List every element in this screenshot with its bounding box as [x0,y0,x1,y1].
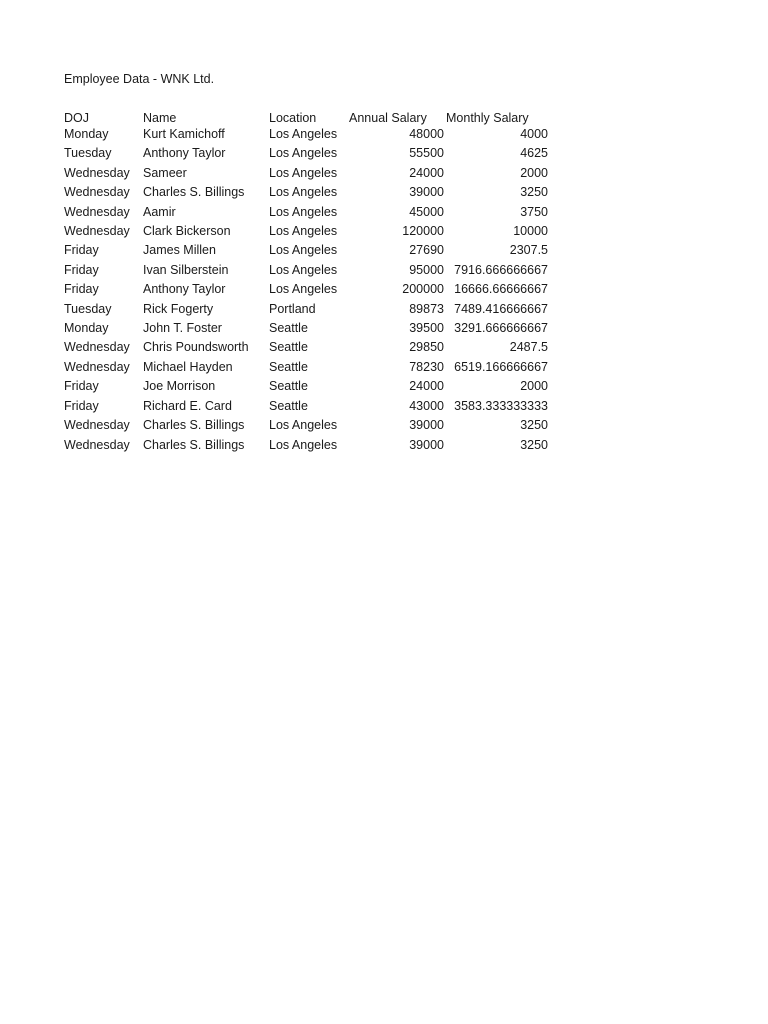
cell-annual-salary: 78230 [409,359,444,374]
cell-name: Kurt Kamichoff [143,127,225,141]
table-row [64,144,548,163]
cell-annual-salary: 39500 [409,321,444,336]
sheet-title: Employee Data - WNK Ltd. [64,72,215,86]
table-row [64,183,548,202]
cell-monthly-salary: 3250 [520,185,548,200]
cell-location: Los Angeles [269,243,338,258]
cell-location: Seattle [269,321,308,336]
cell-monthly-salary: 3250 [520,418,548,433]
header-annual-salary: Annual Salary [349,111,427,125]
cell-location: Los Angeles [269,224,338,239]
table-row [64,436,548,455]
cell-annual-salary: 95000 [409,262,444,277]
cell-name: Richard E. Card [143,398,232,413]
spreadsheet-page [64,70,548,455]
cell-doj: Wednesday [64,437,130,452]
table-row [64,397,548,416]
table-row [64,222,548,241]
cell-annual-salary: 89873 [409,301,444,316]
cell-doj: Wednesday [64,359,130,374]
table-row [64,300,548,319]
table-row [64,125,548,144]
cell-name: Chris Poundsworth [143,340,249,355]
cell-annual-salary: 39000 [409,418,444,433]
cell-annual-salary: 27690 [409,243,444,258]
cell-location: Seattle [269,359,308,374]
cell-monthly-salary: 2307.5 [509,243,548,258]
cell-doj: Wednesday [64,185,130,200]
cell-name: Charles S. Billings [143,418,245,433]
cell-monthly-salary: 3250 [520,437,548,452]
cell-annual-salary: 39000 [409,437,444,452]
table-body [64,125,548,455]
cell-location: Los Angeles [269,204,338,219]
cell-annual-salary: 48000 [409,127,444,141]
cell-name: Charles S. Billings [143,185,245,200]
cell-name: Charles S. Billings [143,437,245,452]
cell-location: Los Angeles [269,185,338,200]
cell-location: Los Angeles [269,146,338,161]
header-name: Name [143,111,177,125]
cell-name: Ivan Silberstein [143,262,229,277]
cell-location: Seattle [269,398,308,413]
cell-doj: Friday [64,243,99,258]
cell-monthly-salary: 2000 [520,379,548,394]
cell-name: Sameer [143,165,187,180]
cell-doj: Tuesday [64,146,112,161]
cell-location: Los Angeles [269,282,338,297]
cell-doj: Friday [64,398,99,413]
header-location: Location [269,111,317,125]
cell-location: Los Angeles [269,437,338,452]
cell-monthly-salary: 2487.5 [509,340,548,355]
cell-monthly-salary: 6519.166666667 [454,359,548,374]
cell-doj: Friday [64,262,99,277]
table-row [64,261,548,280]
cell-name: Aamir [143,204,176,219]
cell-annual-salary: 24000 [409,379,444,394]
cell-annual-salary: 29850 [409,340,444,355]
cell-location: Los Angeles [269,262,338,277]
table-row [64,319,548,338]
cell-monthly-salary: 7489.416666667 [454,301,548,316]
cell-monthly-salary: 10000 [513,224,548,239]
cell-name: Joe Morrison [143,379,216,394]
cell-location: Los Angeles [269,165,338,180]
cell-monthly-salary: 3583.333333333 [454,398,548,413]
cell-name: Anthony Taylor [143,282,226,297]
table-row [64,416,548,435]
cell-monthly-salary: 2000 [520,165,548,180]
table-row [64,358,548,377]
cell-monthly-salary: 3750 [520,204,548,219]
cell-name: James Millen [143,243,216,258]
cell-monthly-salary: 7916.666666667 [454,262,548,277]
cell-doj: Monday [64,127,109,141]
cell-doj: Wednesday [64,204,130,219]
cell-annual-salary: 55500 [409,146,444,161]
table-row [64,280,548,299]
header-doj: DOJ [64,111,89,125]
table-row [64,377,548,396]
cell-annual-salary: 24000 [409,165,444,180]
cell-doj: Monday [64,321,109,336]
table-row [64,338,548,357]
cell-name: Anthony Taylor [143,146,226,161]
cell-name: Michael Hayden [143,359,233,374]
cell-doj: Wednesday [64,165,130,180]
table-row [64,241,548,260]
cell-location: Los Angeles [269,127,338,141]
table-row [64,203,548,222]
cell-doj: Wednesday [64,224,130,239]
header-row [64,96,548,125]
cell-location: Portland [269,301,316,316]
table-row [64,164,548,183]
table-header [64,96,548,125]
cell-doj: Friday [64,282,99,297]
cell-monthly-salary: 4625 [520,146,548,161]
cell-annual-salary: 200000 [402,282,444,297]
cell-location: Los Angeles [269,418,338,433]
cell-doj: Friday [64,379,99,394]
cell-annual-salary: 45000 [409,204,444,219]
cell-doj: Wednesday [64,418,130,433]
cell-location: Seattle [269,379,308,394]
cell-annual-salary: 43000 [409,398,444,413]
employee-table [64,96,548,455]
cell-annual-salary: 120000 [402,224,444,239]
cell-monthly-salary: 16666.66666667 [454,282,548,297]
header-monthly-salary: Monthly Salary [446,111,529,125]
cell-annual-salary: 39000 [409,185,444,200]
cell-doj: Wednesday [64,340,130,355]
cell-name: John T. Foster [143,321,222,336]
cell-name: Rick Fogerty [143,301,214,316]
cell-name: Clark Bickerson [143,224,231,239]
cell-monthly-salary: 4000 [520,127,548,141]
cell-doj: Tuesday [64,301,112,316]
cell-location: Seattle [269,340,308,355]
cell-monthly-salary: 3291.666666667 [454,321,548,336]
